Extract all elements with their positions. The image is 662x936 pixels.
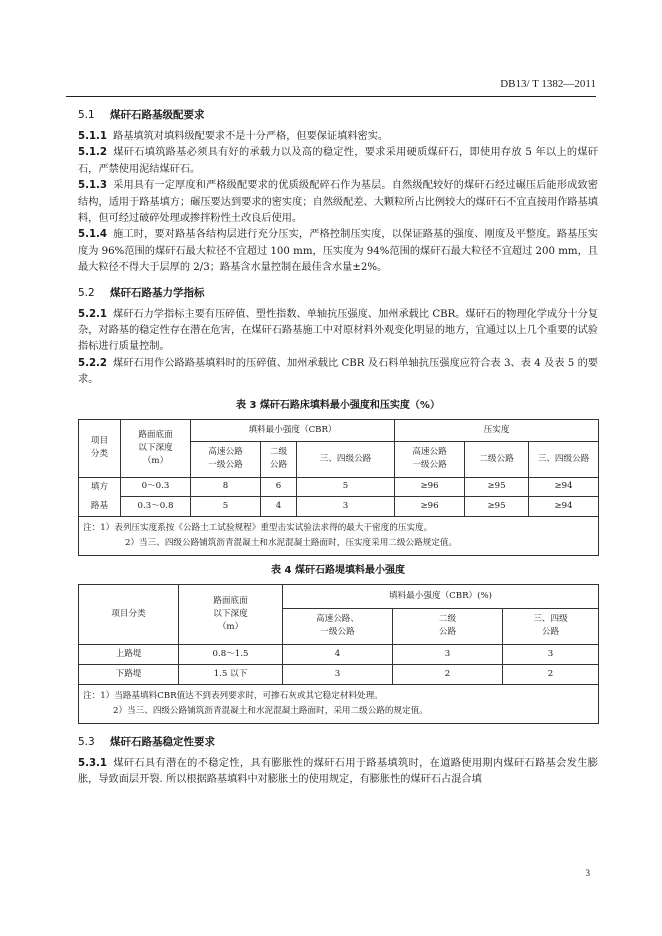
clause-number: 5.3.1 xyxy=(78,757,108,769)
content xyxy=(78,103,598,789)
cell-cbr: 3 xyxy=(297,497,395,517)
cell-cbr: 6 xyxy=(261,477,297,497)
cell-cbr: 3 xyxy=(503,644,599,664)
table-4-caption: 表 4 煤矸石路堤填料最小强度 xyxy=(271,564,405,576)
header-class34: 三、四级公路 xyxy=(297,441,395,477)
section-number: 5.1 xyxy=(78,109,95,121)
clause-number: 5.1.2 xyxy=(78,147,108,159)
clause-number: 5.1.4 xyxy=(78,229,108,241)
header-class2: 二级 公路 xyxy=(393,608,503,644)
cell-cbr: 5 xyxy=(191,497,261,517)
table-4-notes xyxy=(79,684,599,723)
section-title-text: 煤矸石路基力学指标 xyxy=(110,286,205,299)
clause-text: 煤矸石力学指标主要有压碎值、塑性指数、单轴抗压强度、加州承载比 CBR。煤矸石的物理化学成分十分复杂，对路基的稳定性存在潜在危害，在煤矸石路基施工中对原材料外观变化明显的地方，宜通过以上几个重要的试验指标进行质量控制。 xyxy=(78,308,598,353)
cell-cbr: 3 xyxy=(393,644,503,664)
paragraph-5-1-3 xyxy=(78,178,598,227)
cell-cbr: 8 xyxy=(191,477,261,497)
table-row xyxy=(79,644,599,664)
table-4 xyxy=(78,584,599,724)
table-3-notes xyxy=(79,516,599,555)
cell-name: 上路堤 xyxy=(79,644,179,664)
clause-text: 采用具有一定厚度和严格级配要求的优质级配碎石作为基层。自然级配较好的煤矸石经过碾压后能形成致密结构，适用于路基填方；碾压要达到要求的密实度；自然级配差、大颗粒所占比例较大的煤矸石不宜直接用作路基填料，但可经过破碎处理或掺拌粉性土改良后使用。 xyxy=(78,180,598,225)
header-class34: 三、四级公路 xyxy=(529,441,599,477)
cell-cbr: 3 xyxy=(283,664,393,684)
note-2: 2）当三、四级公路铺筑沥青混凝土和水泥混凝土路面时，压实度采用二级公路规定值。 xyxy=(125,537,458,548)
paragraph-5-2-1 xyxy=(78,307,598,356)
clause-text: 施工时，要对路基各结构层进行充分压实，严格控制压实度，以保证路基的强度、刚度及平整度。路基压实度为 96%范围的煤矸石最大粒径不宜超过 100 mm，压实度为 94%范围的煤矸石最大粒径不宜超过 200 mm，且最大粒径不得大于层厚的 2/3；路基含水量控制在最佳含水量±2%。 xyxy=(78,229,598,274)
section-5-1-title xyxy=(78,103,598,129)
table-row xyxy=(79,477,599,497)
paragraph-5-1-1 xyxy=(78,129,598,145)
cell-depth: 0～0.3 xyxy=(121,477,191,497)
clause-text: 煤矸石用作公路路基填料时的压碎值、加州承载比 CBR 及石料单轴抗压强度应符合表 3、表 4 及表 5 的要求。 xyxy=(78,357,598,386)
header-highway-class1: 高速公路、 一级公路 xyxy=(283,608,393,644)
header-min-strength: 填料最小强度（CBR）(%) xyxy=(283,584,599,608)
cell-name: 下路堤 xyxy=(79,664,179,684)
header-class2: 二级公路 xyxy=(465,441,529,477)
cell-cbr: 4 xyxy=(261,497,297,517)
cell-compaction: ≥94 xyxy=(529,497,599,517)
cell-cbr: 2 xyxy=(503,664,599,684)
clause-text: 路基填筑对填料级配要求不是十分严格，但要保证填料密实。 xyxy=(113,131,389,142)
cell-cbr: 5 xyxy=(297,477,395,497)
section-number: 5.3 xyxy=(78,735,95,748)
section-title-text: 煤矸石路基稳定性要求 xyxy=(110,735,215,748)
section-5-3-title xyxy=(78,724,598,756)
header-min-strength: 填料最小强度（CBR） xyxy=(191,419,395,441)
header-highway-class1: 高速公路 一级公路 xyxy=(395,441,465,477)
page-number: 3 xyxy=(585,868,590,878)
cell-cbr: 2 xyxy=(393,664,503,684)
standard-code: DB13/ T 1382—2011 xyxy=(500,78,596,90)
clause-text: 煤矸石填筑路基必须具有好的承载力以及高的稳定性，要求采用硬质煤矸石，即使用存放 5 年以上的煤矸石，严禁使用泥结煤矸石。 xyxy=(78,147,598,175)
header-rule xyxy=(66,96,596,97)
header-class34: 三、四级 公路 xyxy=(503,608,599,644)
clause-number: 5.1.3 xyxy=(78,180,108,192)
section-title-text: 煤矸石路基级配要求 xyxy=(110,109,205,121)
table-notes-row xyxy=(79,516,599,555)
table-notes-row xyxy=(79,684,599,723)
header-depth: 路面底面 以下深度 （m） xyxy=(179,584,283,644)
clause-number: 5.2.2 xyxy=(78,357,108,369)
header-class2: 二级 公路 xyxy=(261,441,297,477)
paragraph-5-3-1 xyxy=(78,756,598,789)
header-depth: 路面底面 以下深度 （m） xyxy=(121,419,191,477)
table-row xyxy=(79,497,599,517)
cell-compaction: ≥94 xyxy=(529,477,599,497)
paragraph-5-1-2 xyxy=(78,145,598,178)
clause-number: 5.1.1 xyxy=(78,131,108,142)
table-3 xyxy=(78,419,599,556)
header-highway-class1: 高速公路 一级公路 xyxy=(191,441,261,477)
cell-depth: 1.5 以下 xyxy=(179,664,283,684)
header-item-class: 项目 分类 xyxy=(79,419,121,477)
paragraph-5-2-2 xyxy=(78,356,598,389)
paragraph-5-1-4 xyxy=(78,227,598,276)
note-1: 注：1）当路基填料CBR值达不到表列要求时，可掺石灰或其它稳定材料处理。 xyxy=(83,690,383,701)
cell-compaction: ≥95 xyxy=(465,497,529,517)
section-number: 5.2 xyxy=(78,286,95,299)
clause-number: 5.2.1 xyxy=(78,308,108,320)
header-compaction: 压实度 xyxy=(395,419,599,441)
cell-depth: 0.3～0.8 xyxy=(121,497,191,517)
header-item-class: 项目分类 xyxy=(79,584,179,644)
table-3-caption: 表 3 煤矸石路床填料最小强度和压实度（%） xyxy=(236,399,440,411)
cell-cbr: 4 xyxy=(283,644,393,664)
table-row xyxy=(79,664,599,684)
note-1: 注：1）表列压实度系按《公路土工试验规程》重型击实试验法求得的最大干密度的压实度。 xyxy=(83,522,433,533)
note-2: 2）当三、四级公路铺筑沥青混凝土和水泥混凝土路面时，采用二级公路的规定值。 xyxy=(113,705,428,716)
group-fill-subgrade: 填方 路基 xyxy=(79,477,121,516)
clause-text: 煤矸石具有潜在的不稳定性，具有膨胀性的煤矸石用于路基填筑时，在道路使用期内煤矸石路基会发生膨胀，导致面层开裂. 所以根据路基填料中对膨胀土的使用规定，有膨胀性的煤矸石占混合填 xyxy=(78,757,598,786)
cell-compaction: ≥95 xyxy=(465,477,529,497)
cell-compaction: ≥96 xyxy=(395,477,465,497)
cell-depth: 0.8～1.5 xyxy=(179,644,283,664)
section-5-2-title xyxy=(78,277,598,307)
cell-compaction: ≥96 xyxy=(395,497,465,517)
